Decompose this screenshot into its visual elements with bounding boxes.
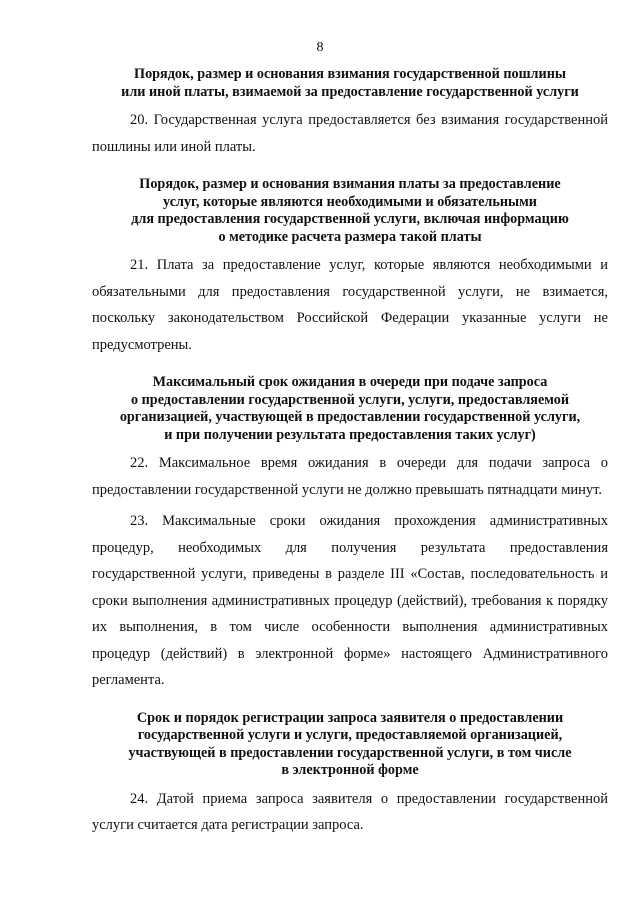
section-heading-state-duty <box>92 66 608 101</box>
section-heading-queue-time <box>92 374 608 444</box>
section-heading-fee-for-services <box>92 176 608 246</box>
heading-line: участвующей в предоставлении государственной услуги, в том числе <box>128 744 572 761</box>
heading-line: в электронной форме <box>281 762 419 778</box>
section-heading-registration <box>92 710 608 780</box>
paragraph-20: 20. Государственная услуга предоставляется без взимания государственной пошлины или иной платы. <box>92 112 608 155</box>
paragraph-23: 23. Максимальные сроки ожидания прохождения административных процедур, необходимых для получения результата предоставления государственной услуги, приведены в разделе III «Состав, последовательность и сроки выполнения административных процедур (действий), требования к порядку их выполнения, в том числе особенности выполнения административных процедур (действий) в электронной форме» настоящего Административного регламента. <box>92 513 608 688</box>
heading-line: Порядок, размер и основания взимания платы за предоставление <box>139 176 561 192</box>
page-number: 8 <box>316 40 324 55</box>
heading-line: о предоставлении государственной услуги, услуги, предоставляемой <box>130 391 570 408</box>
heading-line: Максимальный срок ожидания в очереди при подаче запроса <box>152 374 548 390</box>
heading-line: Порядок, размер и основания взимания государственной пошлины <box>134 66 566 82</box>
paragraph-22: 22. Максимальное время ожидания в очереди для подачи запроса о предоставлении государственной услуги не должно превышать пятнадцати минут. <box>92 455 608 498</box>
paragraph-24: 24. Датой приема запроса заявителя о предоставлении государственной услуги считается дата регистрации запроса. <box>92 790 608 833</box>
heading-line: или иной платы, взимаемой за предоставление государственной услуги <box>121 83 579 100</box>
paragraph-21: 21. Плата за предоставление услуг, которые являются необходимыми и обязательными для предоставления государственной услуги, не взимается, поскольку законодательством Российской Федерации указанные услуги не предусмотрены. <box>92 257 608 353</box>
heading-line: Срок и порядок регистрации запроса заявителя о предоставлении <box>136 709 564 726</box>
heading-line: и при получении результата предоставления таких услуг) <box>164 426 536 443</box>
document-body <box>92 66 608 839</box>
heading-line: услуг, которые являются необходимыми и обязательными <box>163 193 537 210</box>
heading-line: организацией, участвующей в предоставлении государственной услуги, <box>119 409 581 425</box>
heading-line: для предоставления государственной услуги, включая информацию <box>131 211 569 227</box>
heading-line: государственной услуги и услуги, предоставляемой организацией, <box>137 727 563 743</box>
heading-line: о методике расчета размера такой платы <box>218 228 482 245</box>
